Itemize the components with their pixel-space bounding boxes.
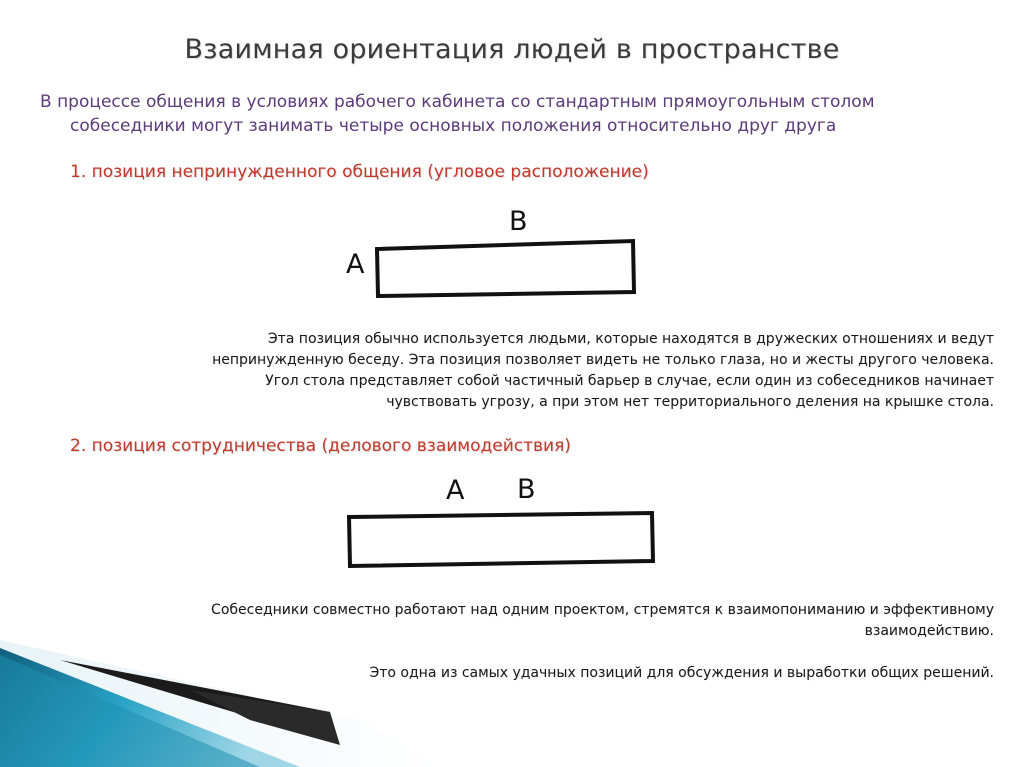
section-1-heading: 1. позиция непринужденного общения (угловое расположение) [70,162,649,182]
table-rectangle-corner [377,241,634,296]
section-1-description-line: Эта позиция обычно используется людьми, которые находятся в дружеских отношениях и ведут [267,331,994,347]
label-a-corner: A [346,249,365,280]
table-rectangle-cooperation [349,513,653,566]
label-a-cooperation: A [446,475,465,506]
section-2-heading: 2. позиция сотрудничества (делового взаимодействия) [70,436,571,456]
diagram-cooperation [349,474,653,566]
diagram-corner [346,206,634,296]
label-b-cooperation: B [517,474,536,505]
section-1-description-line: Угол стола представляет собой частичный барьер в случае, если один из собеседников начинает [265,373,994,389]
section-1-description-line: непринужденную беседу. Эта позиция позволяет видеть не только глаза, но и жесты другого человека. [212,352,994,368]
section-2-description [54,600,994,642]
label-b-corner: B [509,206,528,237]
section-2-note-line: Это одна из самых удачных позиций для обсуждения и выработки общих решений. [369,665,994,681]
section-2-description-line: Собеседники совместно работают над одним проектом, стремятся к взаимопониманию и эффективному [211,602,994,618]
intro-line-1: В процессе общения в условиях рабочего кабинета со стандартным прямоугольным столом [40,92,875,112]
intro-line-2: собеседники могут занимать четыре основных положения относительно друг друга [70,116,837,136]
section-1-description-line: чувствовать угрозу, а при этом нет территориального деления на крышке стола. [386,394,994,410]
slide-title: Взаимная ориентация людей в пространстве [184,34,840,65]
section-2-note [54,663,994,684]
section-2-description-line: взаимодействию. [864,623,994,639]
section-1-description [94,329,994,413]
